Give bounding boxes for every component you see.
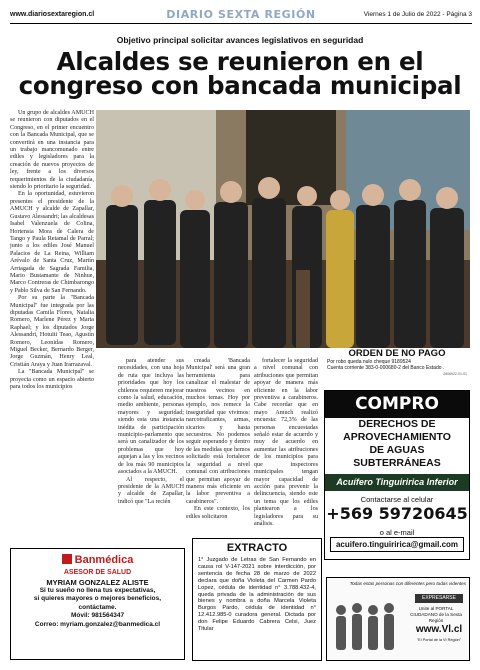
article-column-4: fortalecer la seguridad a nivel comunal con atribuciones que permitan apoyar de manera más eficiente en la labor preventiva a carabineros. Cabe recordar que en mayo Amuch realizó encuesta: 72,3% de las personas encuestadas señaló estar de acuerdo y muy de acuerdo en aumentar las atribuciones de los municipios para que inspectores municipales tengan mayor capacidad de acción para prevenir la delincuencia, siendo este un tema que los ediles plantearon a los legisladores para su análisis. <box>254 358 318 527</box>
vl-url[interactable]: www.Vl.cl <box>415 624 463 635</box>
ad-contact-text: Contactarse al celular <box>360 495 434 504</box>
header-rule <box>10 23 472 24</box>
extracto-body: 1° Juzgado de Letras de San Fernando en causa rol V-147-2021 sobre interdicción, por sentencia de fecha 28 de marzo de 2022 declara que doña Violeta del Carmen Pardo Lopez, cédula de identidad n° 3.788.432-4, queda privada de la administración de sus bienes y nombra a doña Marcela Violeta Burgos Pardo, cédula de identidad n° 12.412.985-0 curadora general. Dictada por don Felipe Eduardo Cabrera Celsi, Juez Titular <box>198 557 316 633</box>
group-photo-illustration <box>96 110 470 348</box>
ad-line-4: SUBTERRÁNEAS <box>353 457 441 469</box>
orden-title: ORDEN DE NO PAGO <box>348 348 446 359</box>
ad-email[interactable]: acuifero.tinguiririca@gmail.com <box>330 537 464 552</box>
banmedica-line-2: si quieres mayores o mejores beneficios, <box>33 595 162 603</box>
extracto-notice <box>192 538 322 661</box>
ad-banmedica <box>10 548 185 660</box>
article-column-3: creada 'Bancada Municipal' será una gran herramienta para canalizar el malestar de nuestros vecinos en muchos temas. Hoy por ejemplo, nos remece la inseguridad que vivimos: narcotraficantes, armas, sicarios y hasta secuestros. No podemos seguir esperando y dentro de las medidas que hemos solicitado está fortalecer la seguridad a nivel comunal con atribuciones que permitan apoyar de manera más eficiente en la labor preventiva a carabineros". En este contexto, los ediles solicitaron <box>186 358 250 520</box>
banmedica-name: MYRIAM GONZALEZ ALISTE <box>46 578 149 587</box>
article-kicker: Objetivo principal solicitar avances legislativos en seguridad <box>116 35 364 45</box>
page-date: Viernes 1 de Julio de 2022 - Página 3 <box>363 10 472 18</box>
extracto-title: EXTRACTO <box>226 542 288 554</box>
orden-line-2: Cuenta corriente 383-0-000680-2 del Banco Estado . <box>327 365 445 372</box>
banmedica-mark-icon <box>62 554 72 564</box>
banmedica-logo: Banmédica <box>11 554 184 566</box>
orden-code: 2606922-01-01 <box>443 371 467 376</box>
banmedica-phone[interactable]: Móvil: 981564347 <box>70 612 125 620</box>
vl-unite: Unite al PORTAL CIUDADANO de la Sexta Región <box>410 606 462 623</box>
ad-line-3: DE AGUAS <box>369 444 425 456</box>
banmedica-line-1: Si tu sueño no llena tus expectativas, <box>39 587 156 594</box>
vl-tagline: Todas estas personas con diferentes pero todas videntes <box>349 581 466 586</box>
ad-aquifer: Acuífero Tinguiririca Inferior <box>325 474 469 491</box>
ad-or-email: o al e-mail <box>379 528 415 537</box>
article-column-1: Un grupo de alcaldes AMUCH se reunieron con diputados en el Congreso, en el primer encuentro con la Bancada Municipal, que se convertirá en una instancia para un trabajo mancomunado entre ediles y legisladores para la creación de nuevos proyectos de ley, frente a los diversos requerimientos de la ciudadanía, siendo lo prioritario la seguridad. En la oportunidad, estuvieron presentes el presidente de la AMUCH y alcalde de Zapallar, Gustavo Alessandri; las alcaldesas Isabel Valenzuela de Colina, Hortensia Mora de Calera de Tango y Paula Retamal de Parral; junto a los ediles José Manuel Palacios de La Reina, William Arévalo de Santa Cruz, Martín Arriagada de Sagrada Familia, Mario Bustamante de Ninhue, Marco Contreras de Chimbarongo y Pablo Silva de San Fernando. Por su parte la "Bancada Municipal" fue integrada por las diputadas Camila Flores, Natalia Romero, Marlene Pérez y Marta Raphael; y los diputados Jorge Alessandri, Hotuiti Teao, Agustín Romero, Leonidas Romero, Miguel Becker, Bernardo Berger, Jorge Guzmán, Henry Leal, Cristián Araya y Juan Irarrazaval. La "Bancada Municipal" se proyecta como un espacio abierto para todos los municipios <box>10 110 94 391</box>
people-silhouettes-icon <box>331 596 401 656</box>
vl-expresarse: EXPRESARSE <box>415 594 463 603</box>
banmedica-email[interactable]: Correo: myriam.gonzalez@banmedica.cl <box>34 620 161 628</box>
ad-band: COMPRO <box>325 391 469 418</box>
banmedica-role: ASESOR DE SALUD <box>63 569 132 576</box>
article-photo <box>96 110 470 348</box>
masthead: DIARIO SEXTA REGIÓN <box>166 7 316 21</box>
orden-no-pago-notice <box>324 347 470 387</box>
article-headline: Alcaldes se reunieron en el congreso con bancada municipal <box>18 47 462 100</box>
article-column-2: para atender sus necesidades, con una hoja de ruta que incluya las prioridades que hoy los chilenos requieren mejorar como la salud, educación, medio ambiente, personas mayores y seguridad; siendo esta una instancia inédita de participación municipio-parlamento que será un canalizador de los problemas que hoy aquejan a las y los vecinos de los más 90 municipios asociados a la AMUCH. Al respecto, el presidente de la AMUCH y alcalde de Zapallar, indicó que "La recién <box>118 358 184 505</box>
ad-vl-portal <box>326 577 470 661</box>
ad-line-2: APROVECHAMIENTO <box>343 431 451 443</box>
site-url[interactable]: www.diariosextaregion.cl <box>10 10 95 18</box>
ad-phone[interactable]: +569 59720645 <box>326 504 468 523</box>
orden-line-1: Por robo queda nulo cheque 9189524 <box>327 359 411 365</box>
ad-compro-derechos <box>324 390 470 560</box>
vl-slogan: "El Portal de la VI Región" <box>416 638 462 642</box>
banmedica-line-3: contáctame. <box>78 603 117 611</box>
ad-line-1: DERECHOS DE <box>358 418 436 430</box>
page-header <box>10 6 472 22</box>
